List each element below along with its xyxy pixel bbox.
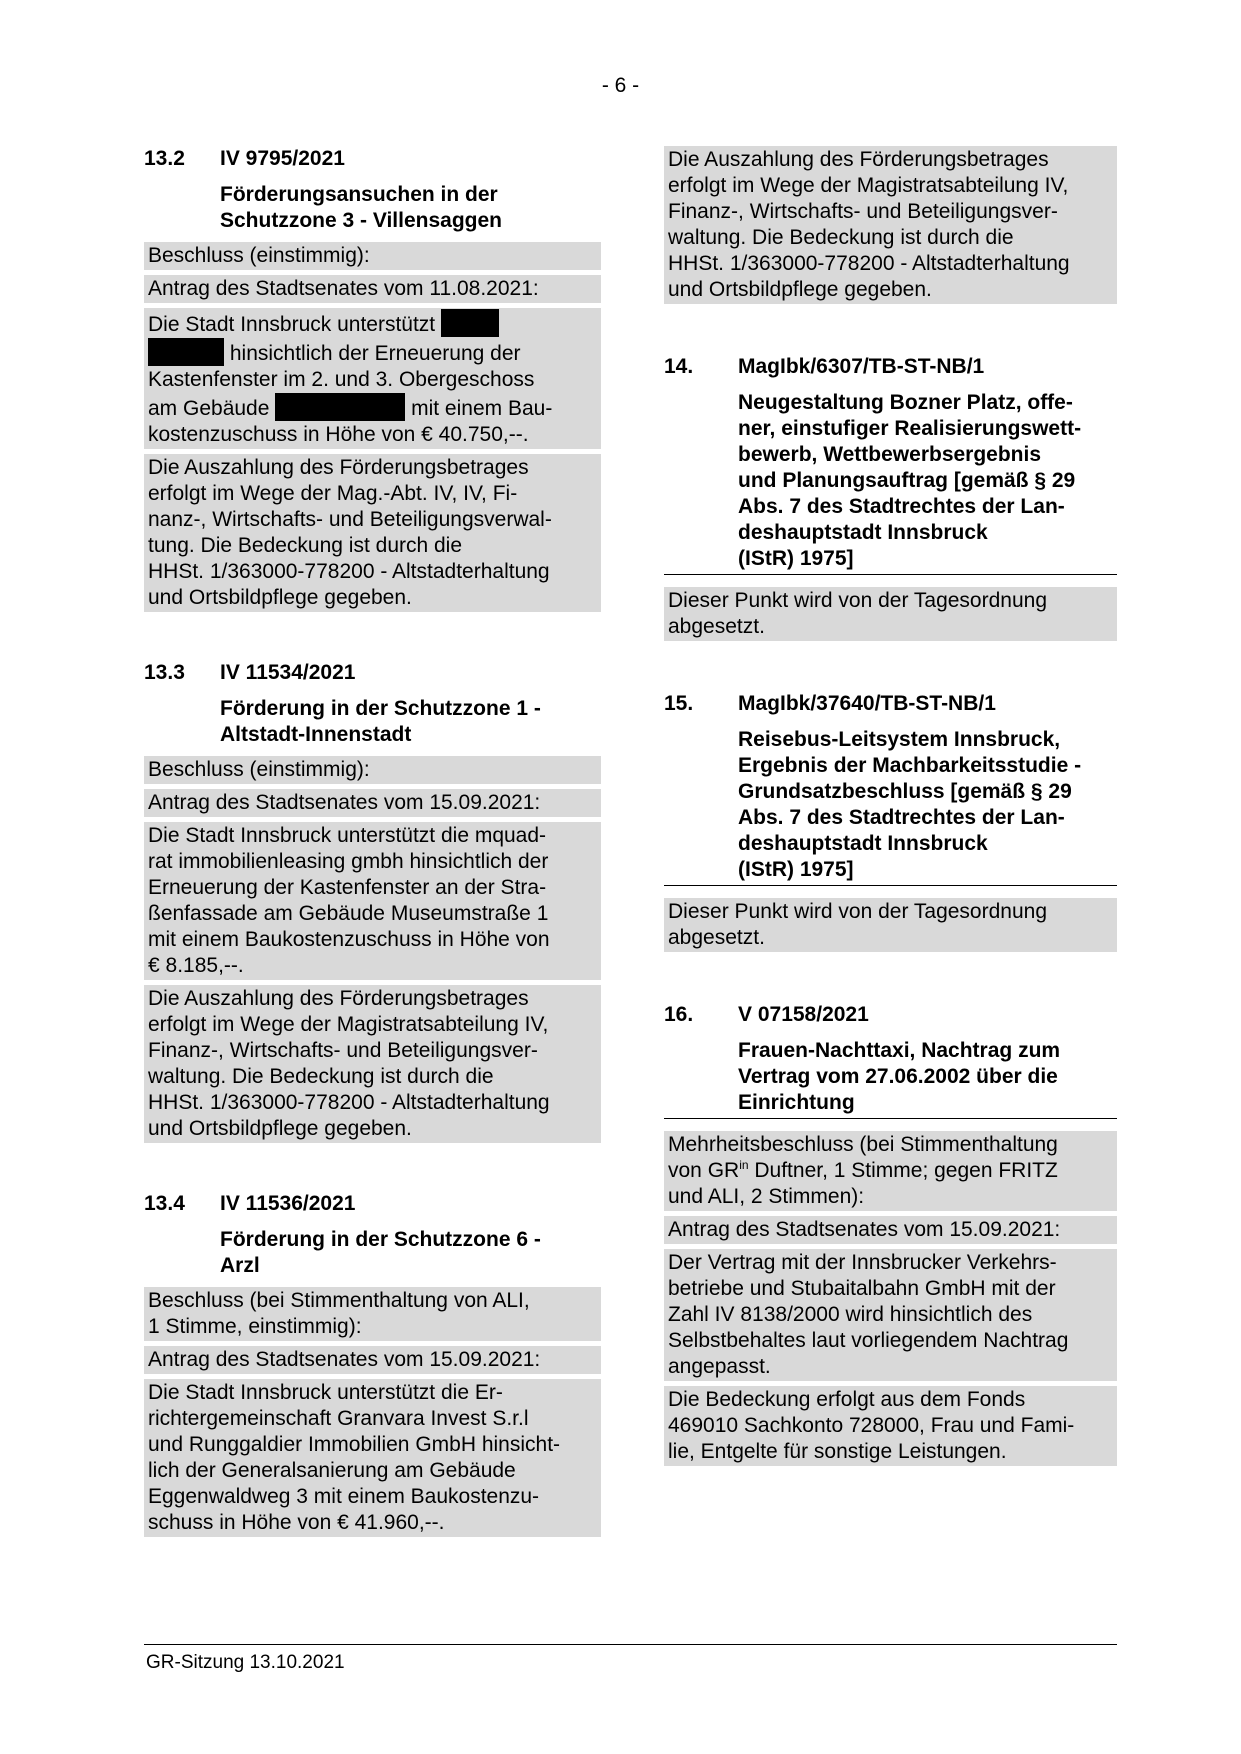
redaction-block <box>275 393 405 421</box>
section-reference: MagIbk/6307/TB-ST-NB/1 <box>738 355 985 378</box>
section-13-4 <box>144 1191 601 1537</box>
section-reference: V 07158/2021 <box>738 1003 869 1026</box>
section-number: 14. <box>664 355 694 378</box>
title-line: Ergebnis der Machbarkeitsstudie - <box>738 754 1082 777</box>
text-line: Kastenfenster im 2. und 3. Obergeschoss <box>148 368 535 391</box>
text-line: Die Auszahlung des Förderungsbetrages <box>148 456 529 479</box>
text-line: tung. Die Bedeckung ist durch die <box>148 534 463 557</box>
text-line: Die Stadt Innsbruck unterstützt <box>148 313 436 336</box>
section-14 <box>664 354 1117 641</box>
text-line: Zahl IV 8138/2000 wird hinsichtlich des <box>668 1303 1033 1326</box>
section-title <box>738 727 1117 883</box>
text-line: mit einem Baukostenzuschuss in Höhe von <box>148 928 550 951</box>
text-line: und Ortsbildpflege gegeben. <box>668 278 932 301</box>
text-line: Eggenwaldweg 3 mit einem Baukostenzu- <box>148 1485 540 1508</box>
text-line: erfolgt im Wege der Mag.-Abt. IV, IV, Fi- <box>148 482 518 505</box>
text-line: und Ortsbildpflege gegeben. <box>148 586 412 609</box>
text-line: hinsichtlich der Erneuerung der <box>229 342 521 365</box>
section-title <box>220 182 601 234</box>
section-title <box>220 696 601 748</box>
text-line: waltung. Die Bedeckung ist durch die <box>148 1065 494 1088</box>
title-line: Förderung in der Schutzzone 1 - <box>220 697 541 720</box>
text-line: Die Stadt Innsbruck unterstützt die mquad- <box>148 824 547 847</box>
motion-text <box>664 1249 1117 1381</box>
resolution-box: Beschluss (einstimmig): <box>144 242 601 270</box>
section-header <box>144 1191 601 1217</box>
text-line: richtergemeinschaft Granvara Invest S.r.l <box>148 1407 529 1430</box>
section-number: 16. <box>664 1003 694 1026</box>
text-line: 1 Stimme, einstimmig): <box>148 1315 362 1338</box>
text-line: mit einem Bau- <box>411 397 553 420</box>
title-line: (IStR) 1975] <box>738 858 854 881</box>
redaction-block <box>441 309 499 337</box>
section-header <box>664 354 1117 380</box>
section-number: 15. <box>664 692 694 715</box>
resolution-box <box>144 1287 601 1341</box>
continued-payment-text <box>664 146 1117 304</box>
text-line: Die Stadt Innsbruck unterstützt die Er- <box>148 1381 503 1404</box>
text-line: Die Auszahlung des Förderungsbetrages <box>148 987 529 1010</box>
footer-rule <box>144 1644 1117 1645</box>
section-header <box>144 660 601 686</box>
section-13-3 <box>144 660 601 1143</box>
title-line: Schutzzone 3 - Villensaggen <box>220 209 503 232</box>
section-16 <box>664 1002 1117 1466</box>
text-line: HHSt. 1/363000-778200 - Altstadterhaltung <box>148 560 550 583</box>
text-line: lich der Generalsanierung am Gebäude <box>148 1459 516 1482</box>
section-header <box>664 691 1117 717</box>
motion-text <box>144 1379 601 1537</box>
superscript: in <box>739 1158 749 1172</box>
title-line: Förderungsansuchen in der <box>220 183 498 206</box>
title-line: Neugestaltung Bozner Platz, offe- <box>738 391 1073 414</box>
section-title <box>738 390 1117 572</box>
text-line: 469010 Sachkonto 728000, Frau und Fami- <box>668 1414 1075 1437</box>
funding-text <box>664 1386 1117 1466</box>
text-line: Beschluss (bei Stimmenthaltung von ALI, <box>148 1289 530 1312</box>
section-reference: IV 11536/2021 <box>220 1192 356 1215</box>
text-line: schuss in Höhe von € 41.960,--. <box>148 1511 445 1534</box>
section-header <box>144 146 601 172</box>
motion-box: Antrag des Stadtsenates vom 15.09.2021: <box>144 1346 601 1374</box>
section-title-rule <box>664 390 1117 575</box>
left-column <box>144 146 601 1537</box>
title-line: Abs. 7 des Stadtrechtes der Lan- <box>738 806 1065 829</box>
text-line: erfolgt im Wege der Magistratsabteilung IV, <box>668 174 1069 197</box>
motion-box: Antrag des Stadtsenates vom 15.09.2021: <box>144 789 601 817</box>
redaction-block <box>148 338 224 366</box>
section-title <box>738 1038 1117 1116</box>
text-line: HHSt. 1/363000-778200 - Altstadterhaltung <box>148 1091 550 1114</box>
text-line: Mehrheitsbeschluss (bei Stimmenthaltung <box>668 1133 1058 1156</box>
section-reference: IV 9795/2021 <box>220 147 345 170</box>
title-line: Abs. 7 des Stadtrechtes der Lan- <box>738 495 1065 518</box>
text-line: Dieser Punkt wird von der Tagesordnung <box>668 900 1047 923</box>
text-line: betriebe und Stubaitalbahn GmbH mit der <box>668 1277 1056 1300</box>
title-line: Grundsatzbeschluss [gemäß § 29 <box>738 780 1072 803</box>
text-line: rat immobilienleasing gmbh hinsichtlich der <box>148 850 549 873</box>
section-header <box>664 1002 1117 1028</box>
text-line: kostenzuschuss in Höhe von € 40.750,--. <box>148 423 529 446</box>
section-title-rule <box>664 1038 1117 1119</box>
text-line: nanz-, Wirtschafts- und Beteiligungsverwal- <box>148 508 552 531</box>
text-line: Die Bedeckung erfolgt aus dem Fonds <box>668 1388 1026 1411</box>
right-column <box>664 146 1117 1466</box>
text-line: € 8.185,--. <box>148 954 244 977</box>
title-line: Einrichtung <box>738 1091 855 1114</box>
section-reference: MagIbk/37640/TB-ST-NB/1 <box>738 692 996 715</box>
payment-text <box>144 985 601 1143</box>
text-line: am Gebäude <box>148 397 270 420</box>
section-number: 13.3 <box>144 661 185 684</box>
title-line: bewerb, Wettbewerbsergebnis <box>738 443 1042 466</box>
text-line: abgesetzt. <box>668 926 765 949</box>
text-line: lie, Entgelte für sonstige Leistungen. <box>668 1440 1007 1463</box>
section-title-rule <box>664 727 1117 886</box>
title-line: Arzl <box>220 1254 260 1277</box>
text-line: Dieser Punkt wird von der Tagesordnung <box>668 589 1047 612</box>
text-line: erfolgt im Wege der Magistratsabteilung IV, <box>148 1013 549 1036</box>
title-line: (IStR) 1975] <box>738 547 854 570</box>
motion-text <box>144 308 601 449</box>
title-line: Altstadt-Innenstadt <box>220 723 412 746</box>
title-line: Frauen-Nachttaxi, Nachtrag zum <box>738 1039 1061 1062</box>
title-line: Vertrag vom 27.06.2002 über die <box>738 1065 1058 1088</box>
footer-text: GR-Sitzung 13.10.2021 <box>146 1652 345 1673</box>
text-line: angepasst. <box>668 1355 771 1378</box>
title-line: ner, einstufiger Realisierungswett- <box>738 417 1082 440</box>
text-line: Erneuerung der Kastenfenster an der Stra- <box>148 876 547 899</box>
payment-text <box>144 454 601 612</box>
title-line: und Planungsauftrag [gemäß § 29 <box>738 469 1076 492</box>
text-line: und Runggaldier Immobilien GmbH hinsicht- <box>148 1433 561 1456</box>
removed-note <box>664 587 1117 641</box>
section-15 <box>664 691 1117 952</box>
text-line: Die Auszahlung des Förderungsbetrages <box>668 148 1049 171</box>
removed-note <box>664 898 1117 952</box>
resolution-box: Beschluss (einstimmig): <box>144 756 601 784</box>
motion-box: Antrag des Stadtsenates vom 11.08.2021: <box>144 275 601 303</box>
section-title <box>220 1227 601 1279</box>
section-13-2 <box>144 146 601 612</box>
resolution-box <box>664 1131 1117 1211</box>
text-line: ßenfassade am Gebäude Museumstraße 1 <box>148 902 549 925</box>
section-reference: IV 11534/2021 <box>220 661 356 684</box>
text-line: abgesetzt. <box>668 615 765 638</box>
text-line: Der Vertrag mit der Innsbrucker Verkehrs- <box>668 1251 1057 1274</box>
title-line: deshauptstadt Innsbruck <box>738 521 988 544</box>
text-line: waltung. Die Bedeckung ist durch die <box>668 226 1014 249</box>
text-line: von $GR^{in}$ Duftner, 1 Stimme; gegen FRITZ <box>668 1158 1058 1182</box>
text-line: Finanz-, Wirtschafts- und Beteiligungsver- <box>148 1039 538 1062</box>
section-number: 13.2 <box>144 147 185 170</box>
text-line: HHSt. 1/363000-778200 - Altstadterhaltung <box>668 252 1070 275</box>
motion-box: Antrag des Stadtsenates vom 15.09.2021: <box>664 1216 1117 1244</box>
page-number: - 6 - <box>601 74 640 97</box>
motion-text <box>144 822 601 980</box>
text-line: Selbstbehaltes laut vorliegendem Nachtrag <box>668 1329 1069 1352</box>
title-line: Reisebus-Leitsystem Innsbruck, <box>738 728 1061 751</box>
text-line: Finanz-, Wirtschafts- und Beteiligungsver- <box>668 200 1058 223</box>
section-number: 13.4 <box>144 1192 185 1215</box>
text-line: und Ortsbildpflege gegeben. <box>148 1117 412 1140</box>
title-line: Förderung in der Schutzzone 6 - <box>220 1228 541 1251</box>
text-line: und ALI, 2 Stimmen): <box>668 1185 865 1208</box>
title-line: deshauptstadt Innsbruck <box>738 832 988 855</box>
